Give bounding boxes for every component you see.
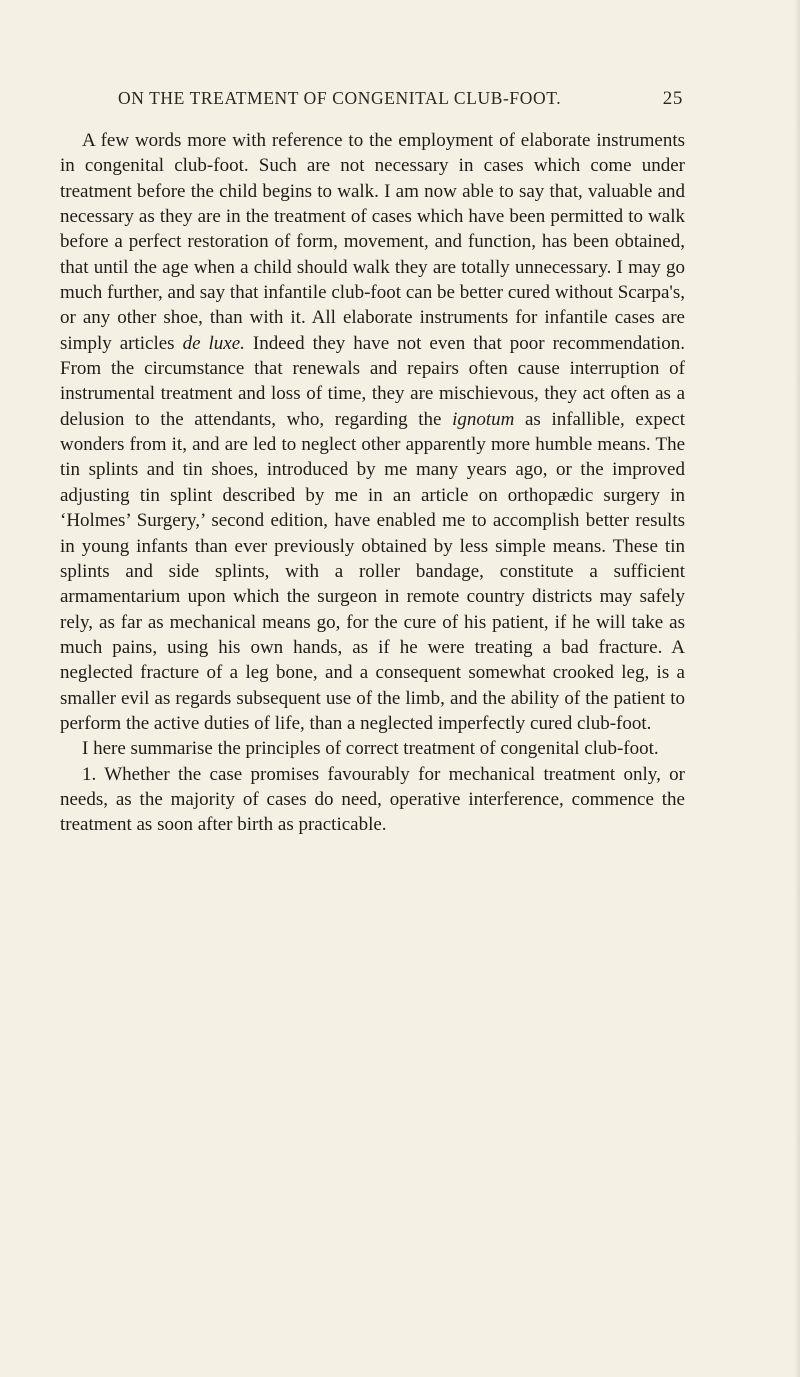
paragraph-1 (60, 128, 685, 736)
paragraph-1-part-a: A few words more with reference to the employment of elaborate instruments in congenital club-foot. Such are not necessary in cases which come under treatment before the child begins to walk. I am now able to say that, valuable and necessary as they are in the treatment of cases which have been permitted to walk before a perfect restoration of form, movement, and function, has been obtained, that until the age when a child should walk they are totally unnecessary. I may go much further, and say that infantile club-foot can be better cured without Scarpa's, or any other shoe, than with it. All elaborate instruments for infantile cases are simply articles (60, 130, 685, 354)
running-head-title: ON THE TREATMENT OF CONGENITAL CLUB-FOOT. (118, 88, 562, 108)
page-edge-shadow (794, 0, 800, 1377)
running-head (118, 88, 683, 116)
paragraph-1-part-c: as infallible, expect wonders from it, and are led to neglect other apparently more humble means. The tin splints and tin shoes, introduced by me many years ago, or the improved adjusting tin splint described by me in an article on orthopædic surgery in ‘Holmes’ Surgery,’ second edition, have enabled me to accomplish better results in young infants than ever previously obtained by less simple means. These tin splints and side splints, with a roller bandage, constitute a sufficient armamentarium upon which the surgeon in remote country districts may safely rely, as far as mechanical means go, for the cure of his patient, if he will take as much pains, using his own hands, as if he were treating a bad fracture. A neglected fracture of a leg bone, and a consequent somewhat crooked leg, is a smaller evil as regards subsequent use of the limb, and the ability of the patient to perform the active duties of life, than a neglected imperfectly cured club-foot. (60, 408, 686, 734)
body-text (60, 128, 685, 838)
paragraph-3: 1. Whether the case promises favourably for mechanical treatment only, or needs, as the majority of cases do need, operative interference, commence the treatment as soon after birth as practicable. (60, 763, 685, 836)
italic-de-luxe: de luxe. (182, 332, 245, 354)
italic-ignotum: ignotum (452, 408, 515, 430)
page-number: 25 (662, 88, 683, 109)
paragraph-2: I here summarise the principles of correct treatment of congenital club-foot. (82, 738, 659, 760)
paragraph-1-part-b: Indeed they have not even that poor recommendation. From the circumstance that renewals and repairs often cause interruption of instrumental treatment and loss of time, they are mischievous, they act often as a delusion to the attendants, who, regarding the (60, 332, 685, 430)
